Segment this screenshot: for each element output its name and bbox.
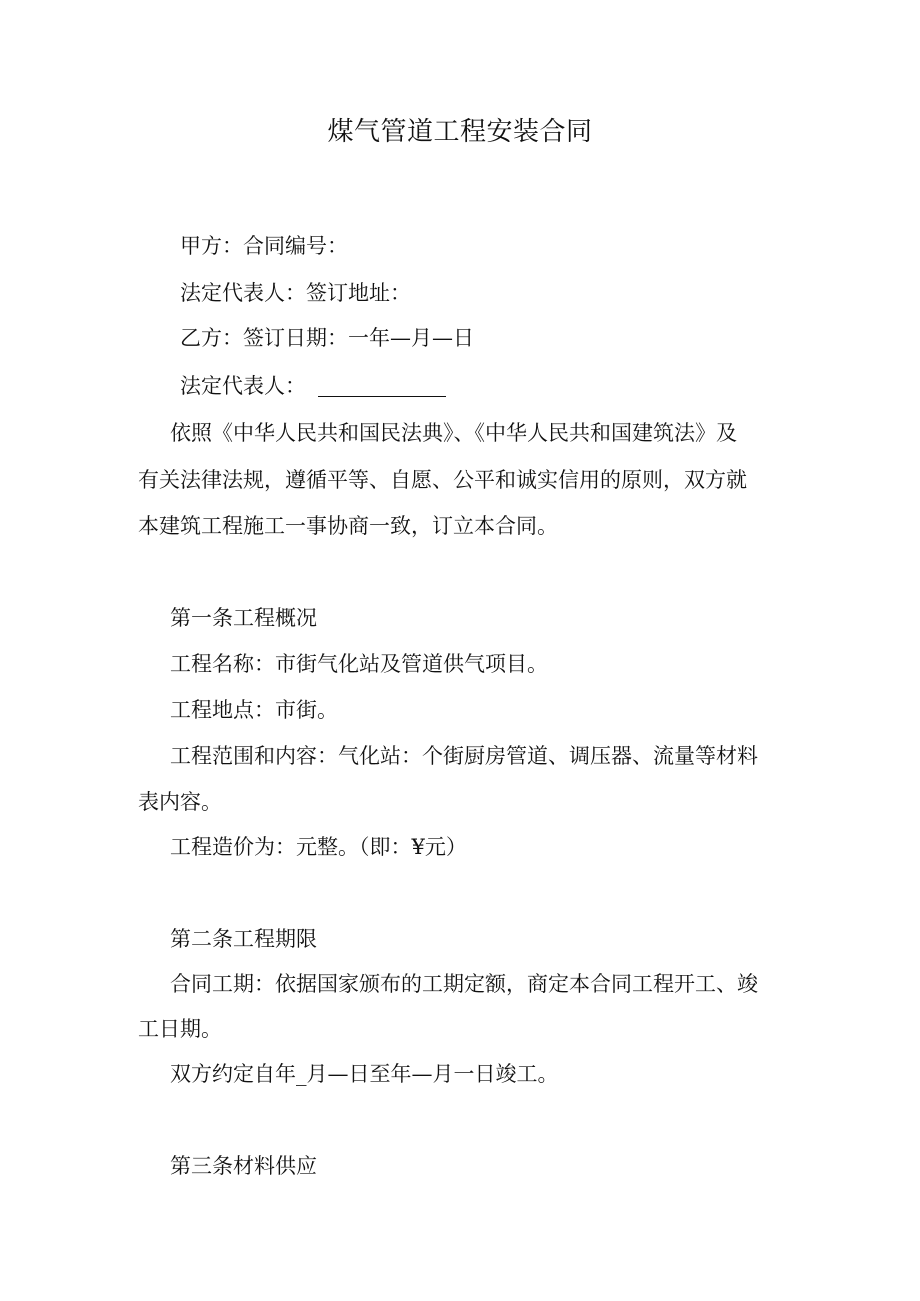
project-cost-line: 工程造价为：元整。（即：¥元） [170, 835, 467, 859]
completion-date-line: 双方约定自年_月—日至年—月一日竣工。 [170, 1062, 559, 1086]
article-3-heading: 第三条材料供应 [170, 1154, 317, 1178]
intro-line-3: 本建筑工程施工一事协商一致，订立本合同。 [138, 514, 558, 538]
article-2-heading: 第二条工程期限 [170, 927, 317, 951]
party-a-line: 甲方：合同编号： [180, 234, 348, 258]
project-scope-continued-line: 表内容。 [138, 790, 222, 814]
article-1-heading: 第一条工程概况 [170, 606, 317, 630]
intro-line-1: 依照《中华人民共和国民法典》、《中华人民共和国建筑法》及 [170, 421, 737, 445]
document-title: 煤气管道工程安装合同 [327, 117, 593, 147]
signature-blank [318, 378, 446, 397]
project-scope-line: 工程范围和内容：气化站：个街厨房管道、调压器、流量等材料 [170, 744, 758, 768]
contract-period-continued-line: 工日期。 [138, 1017, 222, 1041]
legal-rep-b-label: 法定代表人： [180, 374, 306, 398]
party-b-date-line: 乙方：签订日期：一年—月—日 [180, 326, 474, 350]
intro-line-2: 有关法律法规，遵循平等、自愿、公平和诚实信用的原则，双方就 [138, 468, 747, 492]
project-name-line: 工程名称：市街气化站及管道供气项目。 [170, 652, 548, 676]
legal-rep-b-line [180, 371, 446, 401]
project-location-line: 工程地点：市街。 [170, 698, 338, 722]
contract-period-line: 合同工期：依据国家颁布的工期定额，商定本合同工程开工、竣 [170, 972, 758, 996]
legal-rep-address-line: 法定代表人：签订地址： [180, 281, 411, 305]
